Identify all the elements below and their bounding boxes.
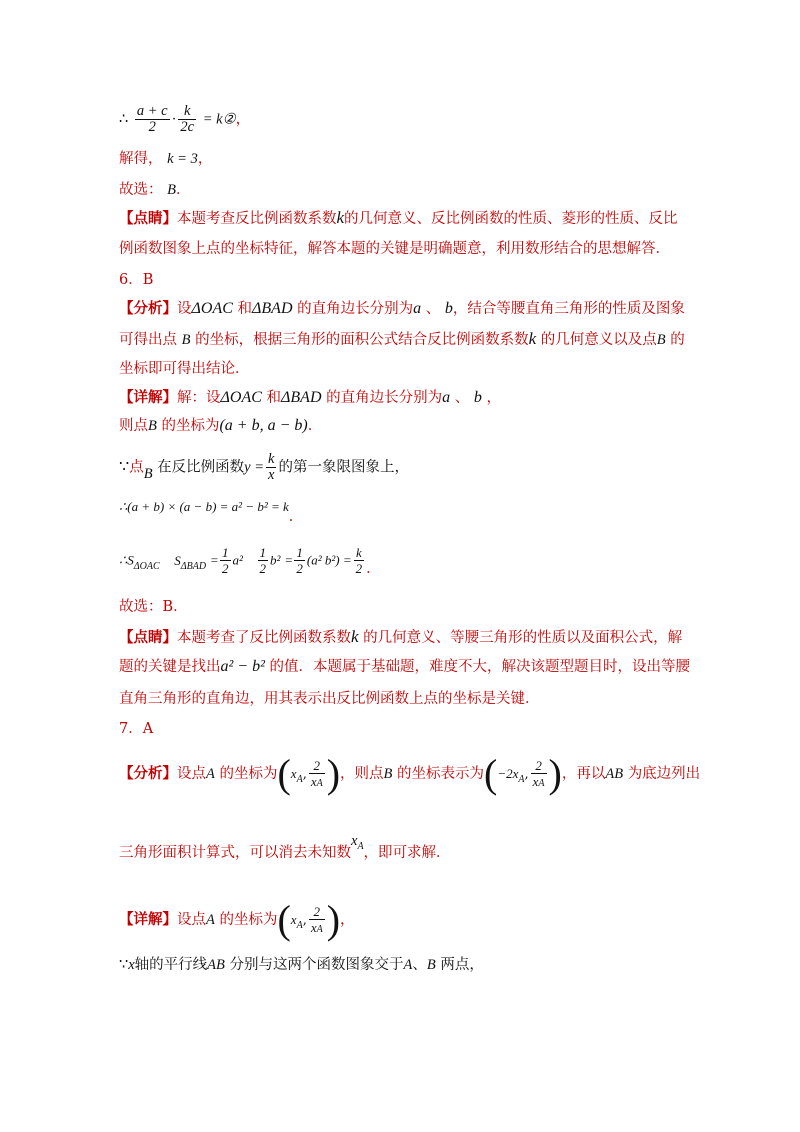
text: 的直角边长分别为 — [326, 390, 443, 406]
subscript: A — [296, 774, 303, 785]
detail-line-3 — [119, 452, 409, 483]
left-paren: ( — [484, 751, 498, 796]
denominator: 2c — [180, 119, 195, 135]
product-equation: ∴(a + b) × (a − b) = a² − b² = k — [119, 499, 289, 514]
text: 的直角边长分别为 — [297, 301, 414, 317]
area-symbol: S — [174, 552, 181, 568]
solve-line — [119, 149, 212, 169]
dot-operator: · — [171, 111, 177, 128]
denominator: 2 — [296, 561, 303, 576]
fraction-half — [220, 545, 231, 576]
period: ． — [175, 182, 191, 198]
area-symbol: ∴S — [119, 552, 134, 568]
var-k: k — [336, 208, 345, 227]
comment-6-line-1 — [119, 627, 682, 648]
right-paren: ) — [326, 751, 341, 796]
var-B: B — [148, 418, 157, 434]
difference-expression: (a² b²) = — [306, 552, 352, 568]
comma: ， — [197, 151, 213, 167]
comment-line-1 — [119, 208, 678, 229]
text: 本题考查了反比例函数系数 — [177, 630, 351, 646]
analysis-line-2 — [119, 329, 685, 350]
var-x: x — [351, 833, 358, 849]
fraction-k-over-2 — [354, 545, 365, 576]
detail-tag: 【详解】 — [119, 911, 177, 928]
var-b: b — [473, 389, 482, 406]
analysis-tag: 【分析】 — [119, 300, 177, 317]
text: 直角三角形的直角边，用其表示出反比例函数上点的坐标是关键． — [119, 691, 540, 707]
text: 设点 — [177, 766, 206, 782]
because-symbol: ∵ — [119, 458, 130, 476]
function-y: y = — [244, 459, 265, 476]
text: 可得出点 — [119, 332, 177, 348]
comment-tag: 【点睛】 — [119, 629, 177, 646]
comma: ， — [235, 111, 251, 128]
var-k: k — [351, 627, 359, 646]
text: 本题考查反比例函数系数 — [177, 211, 337, 227]
detail-7-line-2 — [119, 955, 484, 975]
analysis-line-3 — [119, 359, 250, 379]
text: 的坐标为 — [161, 418, 220, 434]
triangle-oac: ΔOAC — [220, 389, 262, 406]
denominator: x — [310, 773, 317, 789]
triangle-oac: ΔOAC — [191, 300, 233, 317]
var-x: x — [290, 912, 297, 927]
var-A: A — [206, 766, 215, 782]
text: ，即可求解． — [363, 845, 451, 861]
detail-line-1 — [119, 388, 501, 408]
text: 的坐标为 — [219, 766, 278, 782]
question-7-header — [119, 719, 153, 739]
right-paren: ) — [326, 897, 341, 942]
fraction-half — [294, 545, 305, 576]
comment-6-line-3 — [119, 689, 540, 709]
numerator: 2 — [531, 758, 547, 774]
question-6-header — [119, 270, 153, 290]
denominator: x — [532, 773, 539, 789]
var-B: B — [143, 465, 153, 482]
numerator: 1 — [222, 545, 229, 560]
segment-AB: AB — [605, 766, 624, 782]
text: 的坐标，根据三角形的面积公式结合反比例函数系数 — [195, 332, 529, 348]
numerator: a + c — [136, 103, 168, 119]
denominator: 2 — [355, 561, 363, 576]
text: 点 — [129, 459, 144, 476]
subscript: ΔBAD — [180, 560, 207, 572]
left-paren: ( — [277, 897, 291, 942]
text: 的第一象限图象上， — [278, 459, 409, 476]
var-B: B — [383, 766, 393, 782]
solve-label: 解得， — [119, 151, 163, 167]
var-x: x — [290, 766, 297, 781]
text: 和 — [266, 390, 281, 406]
text: 设点 — [177, 912, 206, 928]
var-B: B — [426, 957, 436, 973]
denominator: 2 — [222, 561, 229, 576]
text: 题的关键是找出 — [119, 659, 221, 675]
subscript: A — [357, 841, 364, 852]
text: 的坐标表示为 — [397, 766, 485, 782]
detail-tag: 【详解】 — [119, 389, 177, 406]
var-B: B — [181, 332, 191, 348]
subscript: A — [518, 774, 525, 785]
fraction-a-plus-c-over-2 — [135, 104, 170, 135]
detail-line-4 — [119, 497, 304, 525]
fraction-k-over-x — [266, 452, 276, 483]
subscript: A — [316, 923, 323, 935]
triangle-bad: ΔBAD — [252, 300, 293, 317]
answer-label: 故选：B． — [119, 599, 188, 615]
answer-label: 故选： — [119, 182, 163, 198]
triangle-bad: ΔBAD — [281, 389, 322, 406]
text: 在反比例函数 — [157, 459, 245, 476]
question-number: 6．B — [119, 272, 154, 288]
question-number: 7．A — [119, 721, 154, 737]
comment-line-2 — [119, 239, 670, 259]
text: 坐标即可得出结论． — [119, 361, 250, 377]
answer-line-6 — [119, 597, 188, 617]
numerator: 2 — [309, 904, 325, 920]
detail-7-line-1: 【详解】设点A 的坐标为($x_A$, $\frac{2}{xA}$ )， — [119, 897, 355, 942]
separator: 、 — [454, 390, 470, 406]
var-A: A — [403, 957, 413, 973]
equation-line-1 — [119, 104, 250, 135]
text: 和 — [237, 301, 252, 317]
subscript: A — [296, 920, 303, 931]
left-paren: ( — [277, 751, 291, 796]
fraction-k-over-2c — [178, 104, 196, 135]
detail-line-2 — [119, 416, 322, 436]
subscript: A — [538, 777, 545, 789]
var-A: A — [206, 912, 215, 928]
k-value: k = 3 — [167, 151, 198, 167]
period: ． — [288, 509, 304, 525]
analysis-7-line-2 — [119, 833, 451, 865]
denominator: x — [268, 467, 275, 483]
neg-2x: −2x — [497, 766, 519, 781]
comment-tag: 【点睛】 — [119, 210, 177, 227]
fraction-2-over-xA — [309, 904, 325, 937]
text: 两点， — [440, 957, 484, 973]
a-squared: a² — [232, 552, 243, 568]
numerator: 2 — [309, 758, 325, 774]
text: 的几何意义、等腰三角形的性质以及面积公式，解 — [363, 630, 683, 646]
text: ，再以 — [561, 766, 606, 782]
a2-minus-b2: a² − b² — [220, 658, 265, 675]
period: ． — [307, 418, 323, 434]
comma: ， — [486, 390, 501, 406]
numerator: 1 — [259, 545, 267, 560]
separator: 、 — [412, 957, 427, 973]
text: 分别与这两个函数图象交于 — [229, 957, 404, 973]
because-symbol: ∵ — [119, 957, 129, 973]
text: 的坐标为 — [219, 912, 278, 928]
equals: = — [210, 552, 219, 568]
equals: = — [285, 552, 293, 568]
var-k: k — [528, 329, 537, 348]
detail-line-5 — [119, 545, 381, 576]
denominator: 2 — [259, 561, 267, 576]
subscript: ΔOAC — [133, 560, 160, 572]
analysis-7-line-1: 【分析】设点A 的坐标为($x_A$, $\frac{2}{xA}$ )，则点B 的坐标表示为($-2x_A$, $\frac{2}{xA}$ )，再以AB 为底边列出 — [119, 751, 701, 796]
comment-6-line-2 — [119, 657, 690, 677]
text: 例函数图象上点的坐标特征，解答本题的关键是明确题意，利用数形结合的思想解答． — [119, 241, 670, 257]
text: 则点 — [119, 418, 148, 434]
var-a: a — [413, 300, 422, 317]
separator: 、 — [425, 301, 441, 317]
answer-line-5 — [119, 180, 190, 200]
text: 轴的平行线 — [134, 957, 208, 973]
text: 解：设 — [177, 390, 221, 406]
numerator: k — [354, 545, 365, 561]
var-x: x — [128, 957, 135, 973]
b-squared: b² — [270, 552, 281, 568]
period: ． — [366, 560, 381, 577]
text: 的 — [670, 332, 685, 348]
right-paren: ) — [548, 751, 562, 796]
text: ，结合等腰直角三角形的性质及图象 — [452, 301, 685, 317]
text: ，则点 — [340, 766, 384, 782]
analysis-tag: 【分析】 — [119, 765, 177, 782]
numerator: k — [178, 104, 196, 120]
var-B: B — [656, 332, 666, 348]
text: 设 — [177, 301, 192, 317]
denominator: 2 — [148, 119, 156, 135]
numerator: k — [268, 451, 275, 467]
numerator: 1 — [296, 545, 303, 560]
subscript: A — [316, 777, 323, 789]
fraction-half — [258, 545, 269, 576]
text: 的几何意义、反比例函数的性质、菱形的性质、反比 — [344, 211, 678, 227]
coordinate-expression: (a + b, a − b) — [219, 417, 308, 434]
fraction-2-over-xA — [531, 758, 547, 791]
comma: ， — [340, 912, 355, 928]
answer-choice: B — [167, 182, 176, 198]
var-a: a — [442, 389, 451, 406]
segment-AB: AB — [207, 957, 225, 973]
denominator: x — [310, 919, 317, 935]
analysis-line-1 — [119, 299, 685, 319]
therefore-symbol: ∴ — [119, 111, 129, 128]
fraction-2-over-xA — [309, 758, 325, 791]
var-b: b — [444, 300, 453, 317]
text: 三角形面积计算式，可以消去未知数 — [119, 845, 351, 861]
text: 为底边列出 — [627, 766, 701, 782]
text: 的值．本题属于基础题，难度不大，解决该题型题目时，设出等腰 — [269, 659, 690, 675]
text: 的几何意义以及点 — [540, 332, 657, 348]
equation-rhs: = k② — [202, 111, 236, 128]
